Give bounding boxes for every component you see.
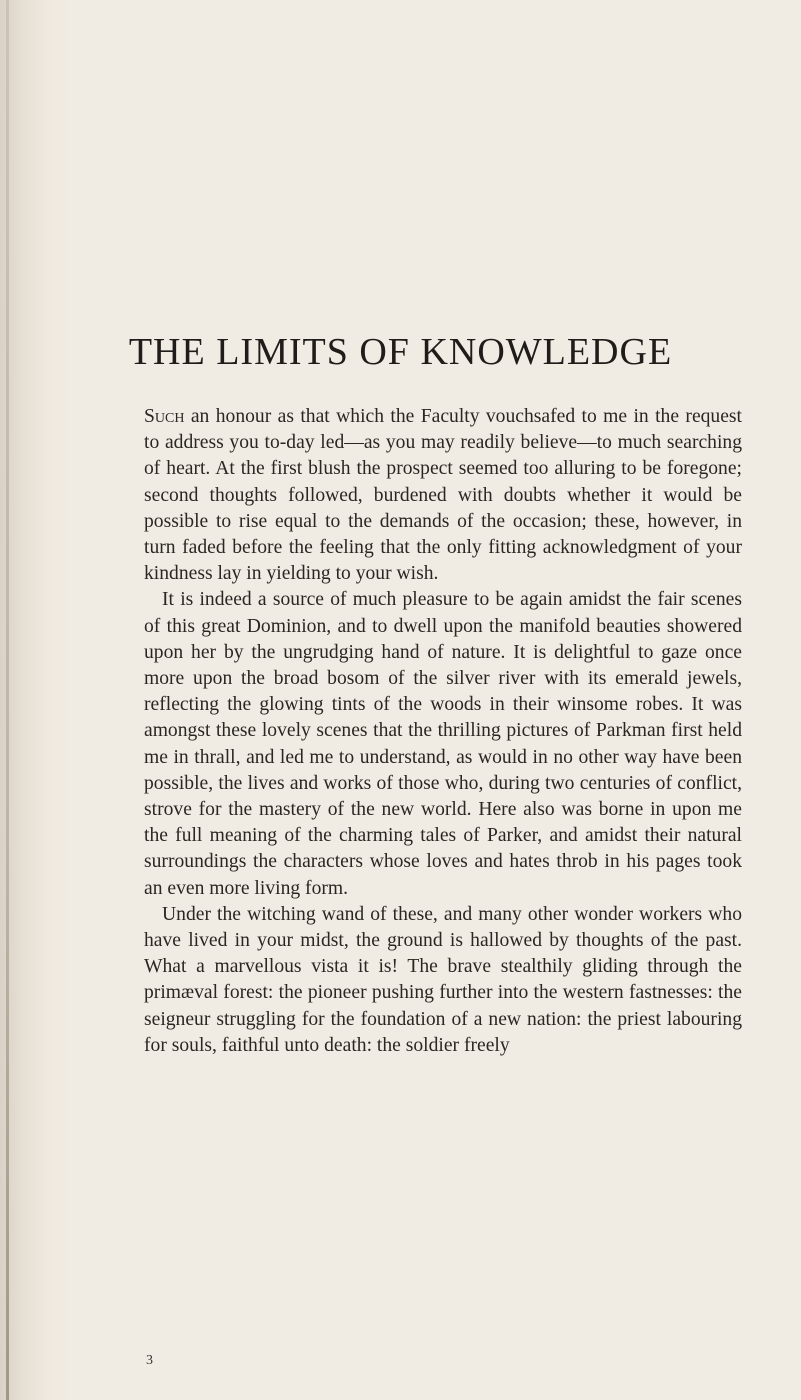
paragraph-lead-word: Such <box>144 406 185 427</box>
page-gutter-shadow <box>0 0 70 1400</box>
chapter-title: THE LIMITS OF KNOWLEDGE <box>128 331 673 373</box>
page-number: 3 <box>146 1353 153 1368</box>
page-gutter-edge <box>6 0 9 1400</box>
paragraph-1 <box>144 404 742 587</box>
paragraph-2: It is indeed a source of much pleasure to be again amidst the fair scenes of this great Dominion, and to dwell upon the manifold beauties showered upon her by the ungrudging hand of nature. It is delightful to gaze once more upon the broad bosom of the silver river with its emerald jewels, reflecting the glowing tints of the woods in their winsome robes. It was amongst these lovely scenes that the thrilling pictures of Parkman first held me in thrall, and led me to understand, as would in no other way have been possible, the lives and works of those who, during two centuries of conflict, strove for the mastery of the new world. Here also was borne in upon me the full meaning of the charming tales of Parker, and amidst their natural surroundings the characters whose loves and hates throb in his pages took an even more living form. <box>144 589 742 899</box>
paragraph-1-text: an honour as that which the Faculty vouchsafed to me in the request to address you to-day led—as you may readily believe—to much searching of heart. At the first blush the prospect seemed too alluring to be foregone; second thoughts followed, burdened with doubts whether it would be possible to rise equal to the demands of the occasion; these, however, in turn faded before the feeling that the only fitting acknowledgment of your kindness lay in yielding to your wish. <box>144 406 742 585</box>
paragraph-3: Under the witching wand of these, and many other wonder workers who have lived in your midst, the ground is hallowed by thoughts of the past. What a marvellous vista it is! The brave stealthily gliding through the primæval forest: the pioneer pushing further into the western fastnesses: the seigneur struggling for the foundation of a new nation: the priest labouring for souls, faithful unto death: the soldier freely <box>144 903 742 1056</box>
body-text <box>144 404 742 1059</box>
